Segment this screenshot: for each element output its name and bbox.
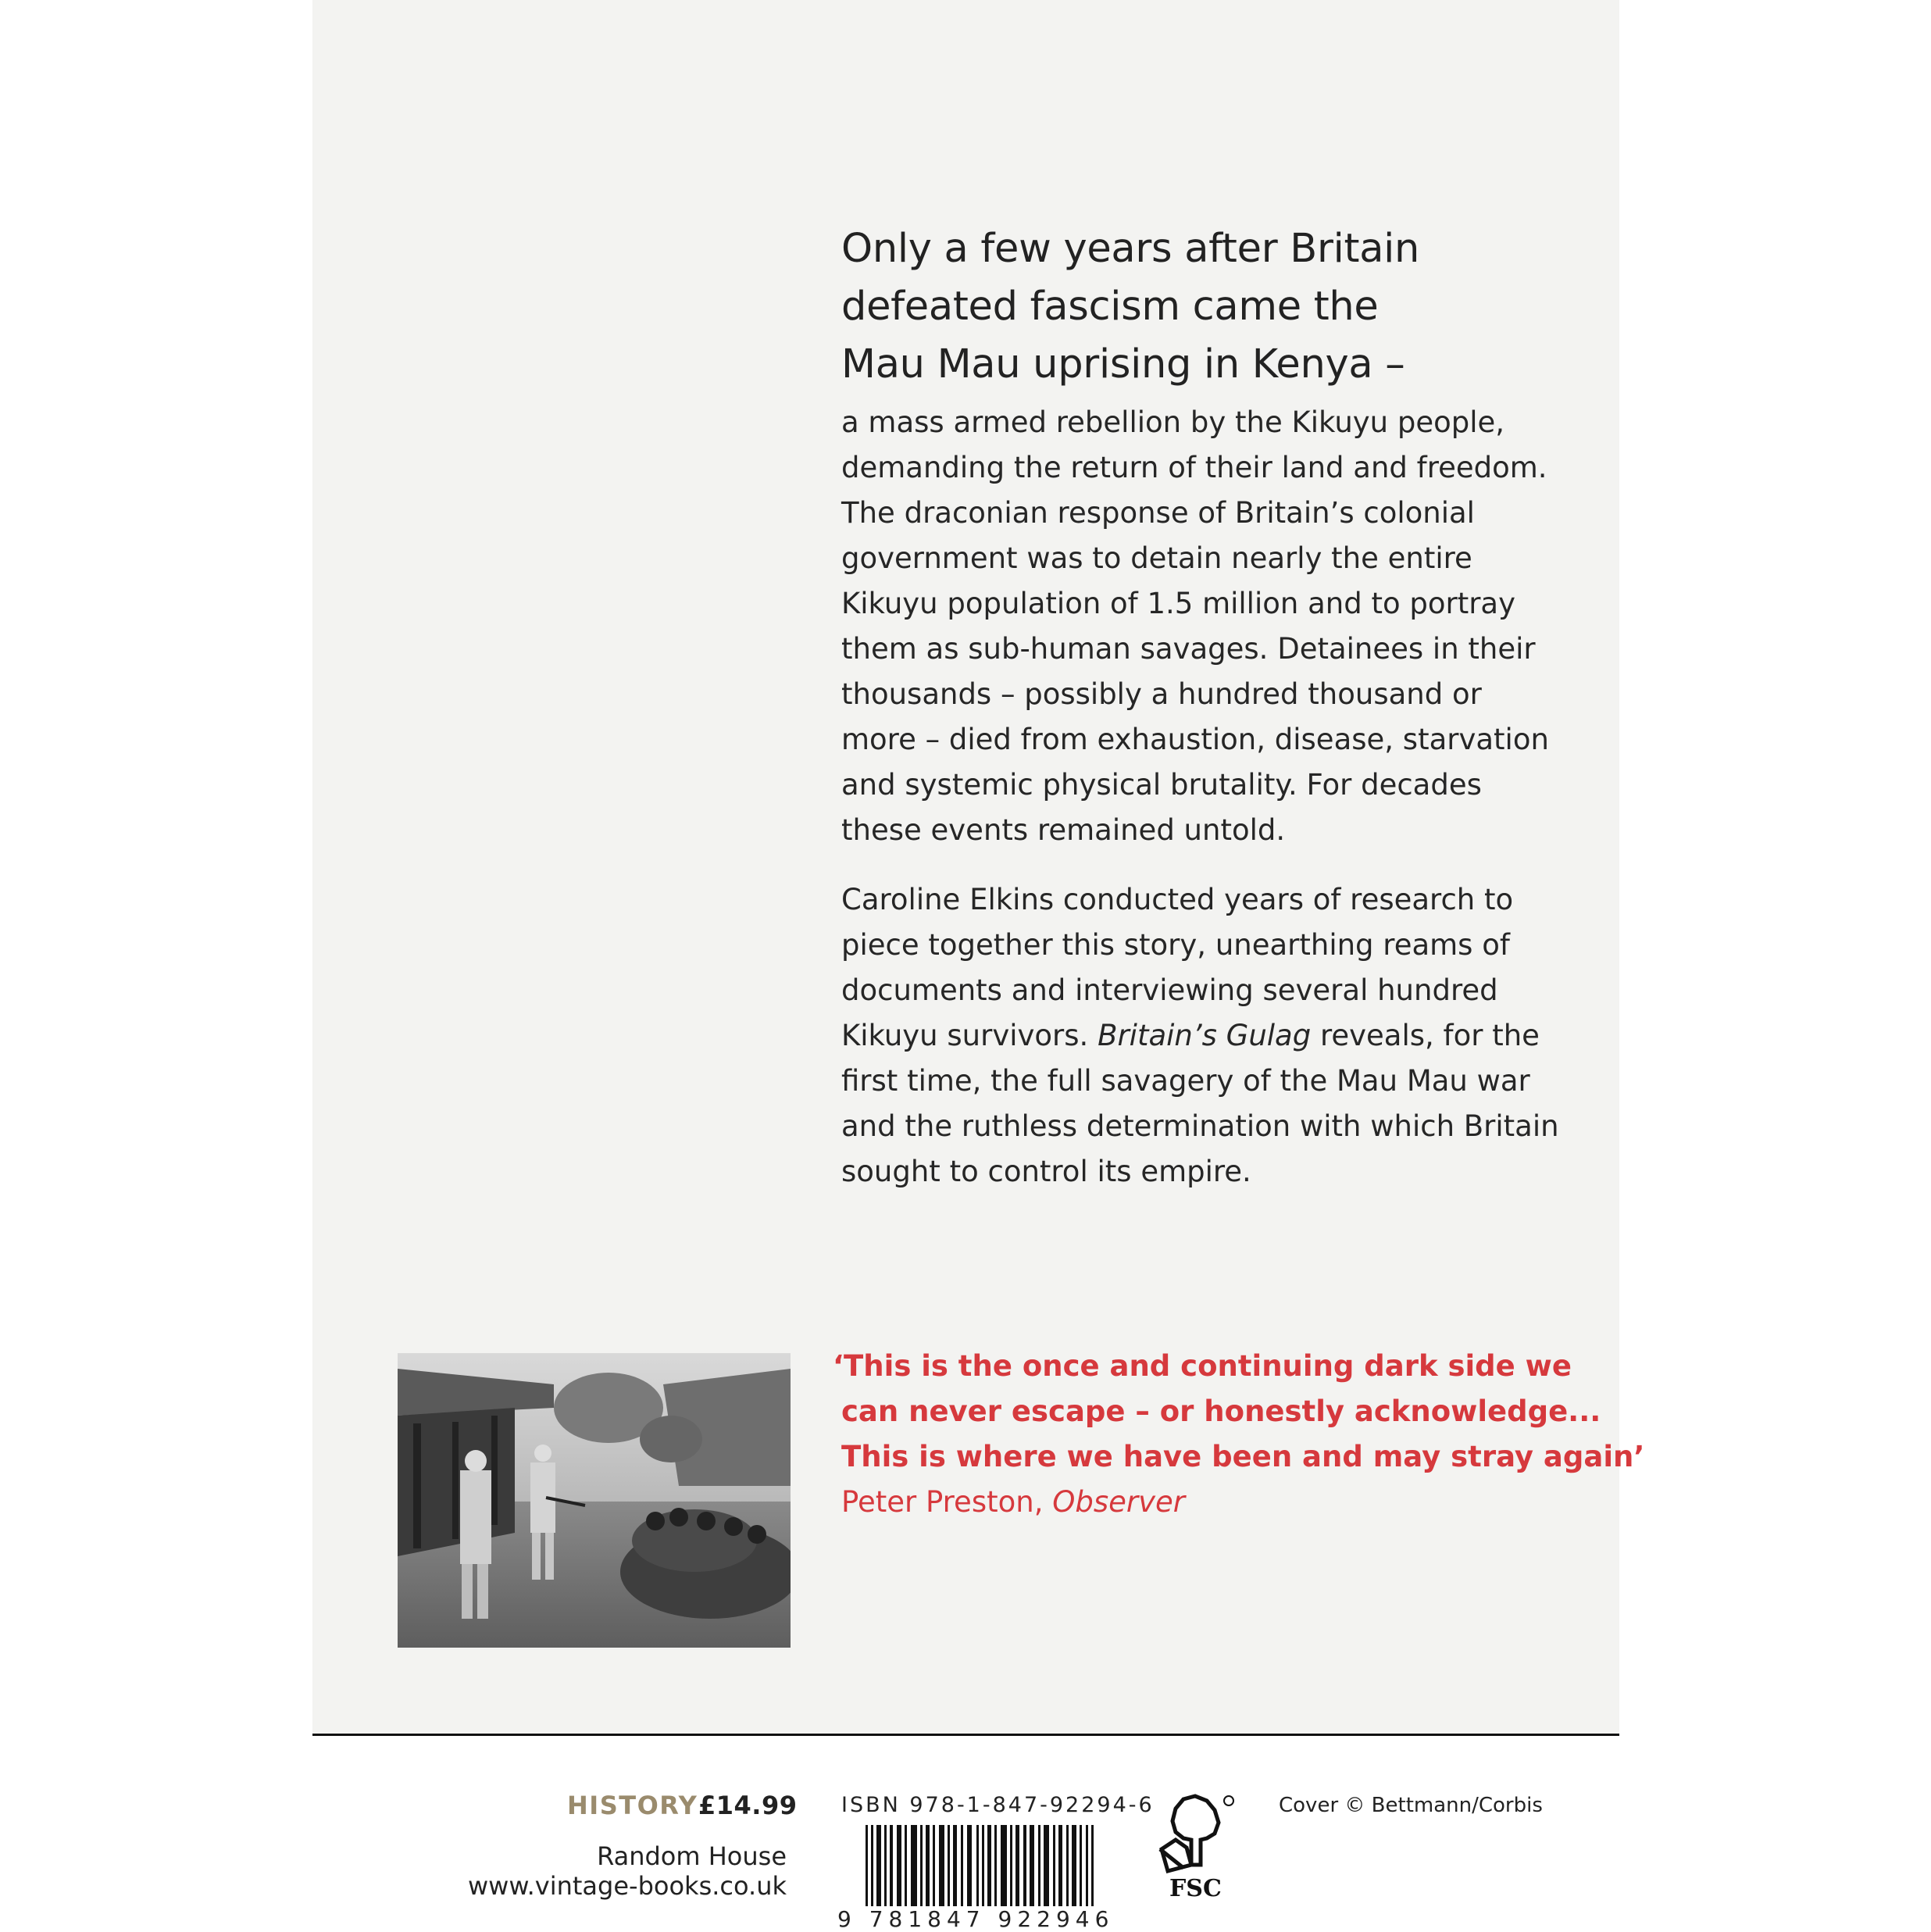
text-run: reveals, for the	[1311, 1019, 1540, 1052]
paragraph-line: The draconian response of Britain’s colonial	[841, 496, 1475, 530]
fsc-logo	[1152, 1793, 1238, 1902]
quote-line: ‘This is the once and continuing dark side we	[833, 1349, 1572, 1383]
historical-photo	[398, 1353, 791, 1648]
price-label: £14.99	[698, 1791, 798, 1820]
attribution-publication: Observer	[1052, 1485, 1185, 1519]
quote-line: can never escape – or honestly acknowledge...	[841, 1395, 1601, 1428]
paragraph-line: a mass armed rebellion by the Kikuyu people,	[841, 405, 1505, 439]
paragraph-line: Kikuyu population of 1.5 million and to portray	[841, 587, 1515, 620]
paragraph-line: sought to control its empire.	[841, 1155, 1251, 1188]
paragraph-line: piece together this story, unearthing reams of	[841, 928, 1510, 962]
lead-line: defeated fascism came the	[841, 284, 1379, 330]
paragraph-line: more – died from exhaustion, disease, starvation	[841, 723, 1549, 756]
publisher-block	[468, 1841, 787, 1901]
attribution-author: Peter Preston,	[841, 1485, 1053, 1519]
paragraph-line: and the ruthless determination with which Britain	[841, 1109, 1559, 1143]
isbn-text: ISBN 978-1-847-92294-6	[841, 1793, 1155, 1817]
review-quote	[833, 1344, 1644, 1480]
paragraph-line: documents and interviewing several hundred	[841, 973, 1498, 1007]
quote-line: This is where we have been and may stray again’	[841, 1440, 1645, 1473]
blurb-paragraph-2	[841, 877, 1622, 1195]
text-run: Kikuyu survivors.	[841, 1019, 1098, 1052]
paragraph-line: first time, the full savagery of the Mau Mau war	[841, 1064, 1530, 1098]
paragraph-line: Caroline Elkins conducted years of research to	[841, 883, 1514, 916]
footer-divider	[312, 1734, 1619, 1736]
publisher-website: www.vintage-books.co.uk	[468, 1871, 787, 1901]
blurb-lead	[841, 220, 1622, 394]
lead-line: Mau Mau uprising in Kenya –	[841, 341, 1405, 387]
cover-credit: Cover © Bettmann/Corbis	[1279, 1794, 1543, 1817]
paragraph-line: thousands – possibly a hundred thousand or	[841, 677, 1482, 711]
quote-attribution	[841, 1480, 1185, 1525]
paragraph-line: and systemic physical brutality. For decades	[841, 768, 1482, 802]
book-title: Britain’s Gulag	[1098, 1019, 1312, 1052]
paragraph-line	[841, 1013, 1622, 1059]
paragraph-line: these events remained untold.	[841, 813, 1286, 847]
fsc-label: FSC	[1169, 1875, 1222, 1902]
paragraph-line: demanding the return of their land and freedom.	[841, 451, 1547, 484]
lead-line: Only a few years after Britain	[841, 226, 1420, 272]
category-label: HISTORY	[567, 1791, 698, 1820]
barcode-digits: 9 781847 922946	[837, 1906, 1115, 1932]
paragraph-line: them as sub-human savages. Detainees in their	[841, 632, 1536, 666]
publisher-name: Random House	[597, 1841, 787, 1871]
paragraph-line: government was to detain nearly the entire	[841, 541, 1472, 575]
blurb-paragraph-1	[841, 400, 1622, 853]
